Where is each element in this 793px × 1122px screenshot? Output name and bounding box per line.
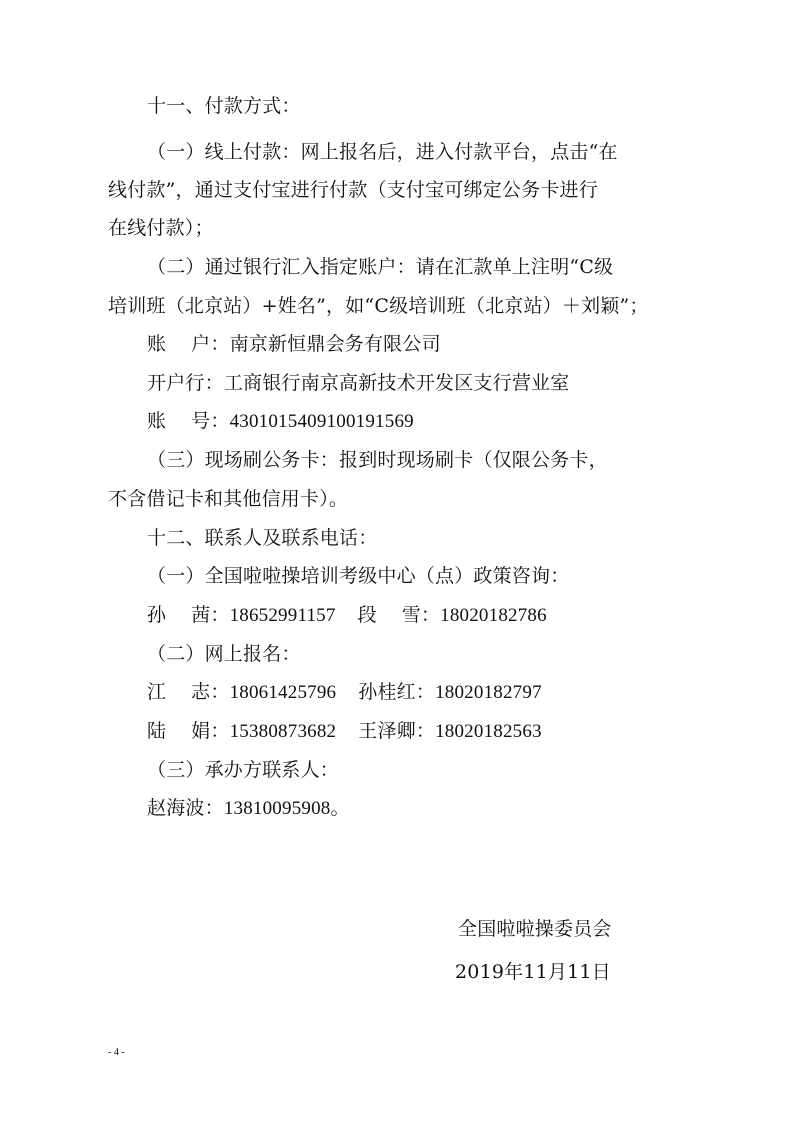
onsite-payment-line-2: 不含借记卡和其他信用卡）。	[108, 488, 349, 510]
signature-date: 2019年11月11日	[455, 961, 611, 983]
organizer-contact-row	[147, 796, 350, 821]
bank-name-row	[147, 371, 569, 395]
bank-transfer-line-2: 培训班（北京站）+姓名”，如“C级培训班（北京站）＋刘颖”；	[108, 295, 649, 317]
account-number-row	[147, 409, 414, 434]
organizer-heading: （三）承办方联系人：	[147, 759, 340, 781]
account-number-value: 4301015409100191569	[229, 411, 414, 432]
bank-name-value: 工商银行南京高新技术开发区支行营业室	[223, 372, 570, 394]
online-payment-line-2: 线付款”，通过支付宝进行付款（支付宝可绑定公务卡进行	[108, 179, 598, 201]
bank-name-label: 开户行：	[147, 372, 224, 394]
page-number: - 4 -	[108, 1047, 125, 1058]
signature-organization: 全国啦啦操委员会	[458, 918, 612, 940]
section-12-heading: 十二、联系人及联系电话：	[147, 527, 378, 549]
contact-phone: 18061425796	[229, 682, 337, 703]
registration-heading: （二）网上报名：	[147, 643, 301, 665]
contact-phone: 18020182797	[435, 682, 542, 703]
contact-phone: 18020182786	[440, 605, 547, 626]
contact-phone: 13810095908。	[223, 798, 350, 819]
policy-contacts-row	[147, 603, 547, 628]
registration-contacts-row-1	[147, 680, 542, 705]
online-payment-line-3: 在线付款）；	[108, 217, 214, 239]
onsite-payment-line-1: （三）现场刷公务卡：报到时现场刷卡（仅限公务卡，	[147, 449, 608, 471]
contact-name: 孙桂红：	[358, 681, 436, 703]
contact-phone: 18020182563	[435, 721, 542, 742]
contact-name: 段 雪：	[357, 604, 441, 626]
registration-contacts-row-2	[147, 719, 542, 744]
contact-name: 赵海波：	[147, 797, 224, 819]
account-name-label: 账 户：	[147, 333, 230, 355]
contact-name: 陆 娟：	[147, 720, 230, 742]
account-name-row	[147, 332, 441, 356]
policy-consult-heading: （一）全国啦啦操培训考级中心（点）政策咨询：	[147, 565, 570, 587]
online-payment-line-1: （一）线上付款：网上报名后，进入付款平台，点击“在	[147, 141, 618, 163]
contact-name: 王泽卿：	[358, 720, 436, 742]
contact-name: 孙 茜：	[147, 604, 230, 626]
account-name-value: 南京新恒鼎会务有限公司	[229, 333, 441, 355]
contact-name: 江 志：	[147, 681, 230, 703]
contact-phone: 15380873682	[229, 721, 337, 742]
contact-phone: 18652991157	[229, 605, 336, 626]
section-11-heading: 十一、付款方式：	[147, 95, 301, 117]
account-number-label: 账 号：	[147, 410, 230, 432]
bank-transfer-line-1: （二）通过银行汇入指定账户：请在汇款单上注明“C级	[147, 256, 614, 278]
